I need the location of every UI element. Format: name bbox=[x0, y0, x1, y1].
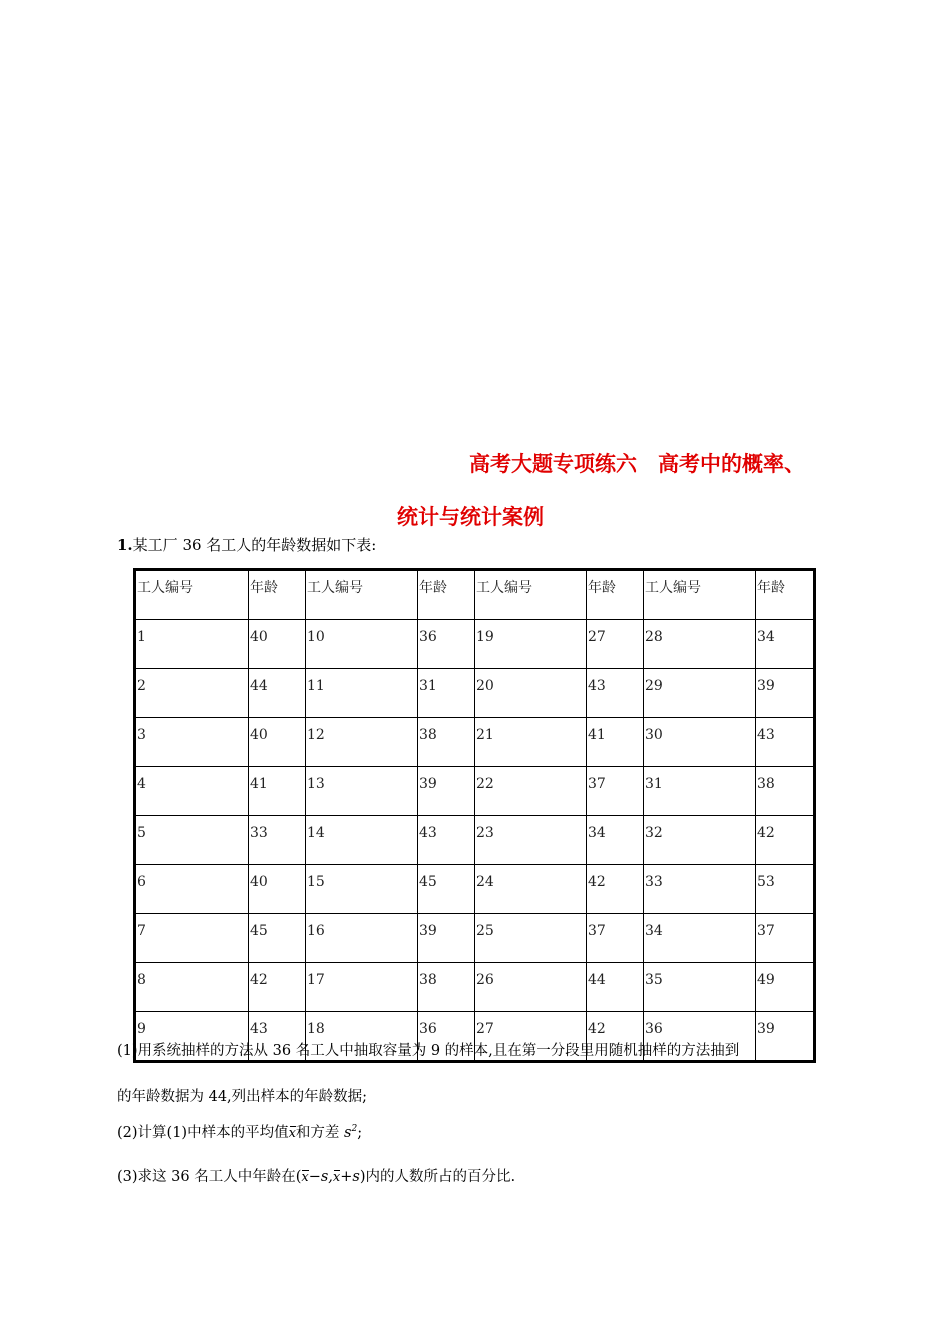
table-cell: 49 bbox=[756, 963, 815, 1012]
table-cell: 43 bbox=[587, 669, 644, 718]
table-cell: 30 bbox=[644, 718, 756, 767]
table-cell: 10 bbox=[306, 620, 418, 669]
question-2-prefix: (2)计算(1)中样本的平均值 bbox=[117, 1125, 289, 1141]
table-cell: 27 bbox=[587, 620, 644, 669]
table-cell: 35 bbox=[644, 963, 756, 1012]
table-cell: 3 bbox=[135, 718, 249, 767]
table-cell: 29 bbox=[644, 669, 756, 718]
question-3-suffix: )内的人数所占的百分比. bbox=[359, 1169, 516, 1185]
table-header-cell: 年龄 bbox=[418, 570, 475, 620]
title-line-2: 统计与统计案例 bbox=[397, 505, 544, 529]
table-header-cell: 工人编号 bbox=[644, 570, 756, 620]
table-cell: 24 bbox=[475, 865, 587, 914]
table-cell: 40 bbox=[249, 865, 306, 914]
title-line-1: 高考大题专项练六 高考中的概率、 bbox=[469, 452, 805, 476]
question-2-middle: 和方差 bbox=[295, 1125, 345, 1141]
problem-number: 1. bbox=[117, 536, 133, 554]
table-cell: 45 bbox=[418, 865, 475, 914]
table-row bbox=[135, 865, 815, 914]
table-cell: 1 bbox=[135, 620, 249, 669]
table-cell: 38 bbox=[418, 718, 475, 767]
table-cell: 33 bbox=[249, 816, 306, 865]
table-cell: 43 bbox=[756, 718, 815, 767]
question-1-line-1: (1)用系统抽样的方法从 36 名工人中抽取容量为 9 的样本,且在第一分段里用随机抽样的方法抽到 bbox=[117, 1043, 740, 1059]
table-cell: 36 bbox=[418, 1012, 475, 1062]
table-cell: 37 bbox=[756, 914, 815, 963]
mean-symbol-2: x bbox=[332, 1170, 341, 1185]
table-cell: 44 bbox=[249, 669, 306, 718]
table-cell: 9 bbox=[135, 1012, 249, 1062]
table-cell: 42 bbox=[587, 865, 644, 914]
mean-symbol: x bbox=[288, 1126, 296, 1141]
table-header-cell: 工人编号 bbox=[475, 570, 587, 620]
table-cell: 16 bbox=[306, 914, 418, 963]
variance-s: s bbox=[344, 1125, 352, 1141]
table-cell: 42 bbox=[587, 1012, 644, 1062]
table-cell: 18 bbox=[306, 1012, 418, 1062]
table-cell: 39 bbox=[418, 767, 475, 816]
plus-s: +s bbox=[340, 1169, 360, 1185]
table-cell: 25 bbox=[475, 914, 587, 963]
table-cell: 40 bbox=[249, 620, 306, 669]
table-cell: 37 bbox=[587, 914, 644, 963]
table-cell: 41 bbox=[587, 718, 644, 767]
table-row bbox=[135, 767, 815, 816]
age-data-table bbox=[133, 568, 816, 1063]
table-cell: 22 bbox=[475, 767, 587, 816]
problem-intro bbox=[117, 534, 376, 555]
table-cell: 39 bbox=[418, 914, 475, 963]
table-cell: 38 bbox=[756, 767, 815, 816]
table-cell: 12 bbox=[306, 718, 418, 767]
table-cell: 19 bbox=[475, 620, 587, 669]
table-cell: 31 bbox=[418, 669, 475, 718]
table-cell: 38 bbox=[418, 963, 475, 1012]
minus-s: −s, bbox=[308, 1169, 333, 1185]
table-cell: 43 bbox=[249, 1012, 306, 1062]
table-row bbox=[135, 718, 815, 767]
table-cell: 34 bbox=[587, 816, 644, 865]
table-cell: 4 bbox=[135, 767, 249, 816]
table-cell: 41 bbox=[249, 767, 306, 816]
table-row bbox=[135, 963, 815, 1012]
table-cell: 8 bbox=[135, 963, 249, 1012]
table-cell: 44 bbox=[587, 963, 644, 1012]
table-cell: 45 bbox=[249, 914, 306, 963]
question-2-suffix: ; bbox=[357, 1125, 363, 1141]
table-cell: 6 bbox=[135, 865, 249, 914]
table-cell: 37 bbox=[587, 767, 644, 816]
table-cell: 20 bbox=[475, 669, 587, 718]
table-cell: 21 bbox=[475, 718, 587, 767]
question-3-prefix: (3)求这 36 名工人中年龄在( bbox=[117, 1169, 302, 1185]
table-cell: 42 bbox=[249, 963, 306, 1012]
table-row bbox=[135, 669, 815, 718]
table-cell: 39 bbox=[756, 1012, 815, 1062]
table-header-cell: 年龄 bbox=[756, 570, 815, 620]
table-cell: 32 bbox=[644, 816, 756, 865]
table-cell: 15 bbox=[306, 865, 418, 914]
table-cell: 23 bbox=[475, 816, 587, 865]
table-cell: 27 bbox=[475, 1012, 587, 1062]
table-cell: 43 bbox=[418, 816, 475, 865]
table-cell: 26 bbox=[475, 963, 587, 1012]
table-cell: 11 bbox=[306, 669, 418, 718]
mean-symbol-1: x bbox=[301, 1170, 309, 1185]
table-header-cell: 工人编号 bbox=[306, 570, 418, 620]
table-header-cell: 工人编号 bbox=[135, 570, 249, 620]
table-cell: 34 bbox=[756, 620, 815, 669]
variance-symbol bbox=[344, 1125, 357, 1141]
table-cell: 33 bbox=[644, 865, 756, 914]
table-cell: 34 bbox=[644, 914, 756, 963]
table-cell: 36 bbox=[644, 1012, 756, 1062]
variance-exponent: 2 bbox=[351, 1124, 358, 1135]
question-3 bbox=[117, 1165, 515, 1186]
table-cell: 53 bbox=[756, 865, 815, 914]
table-header-row bbox=[135, 570, 815, 620]
table-cell: 39 bbox=[756, 669, 815, 718]
table-row bbox=[135, 816, 815, 865]
table-cell: 13 bbox=[306, 767, 418, 816]
problem-intro-text: 某工厂 36 名工人的年龄数据如下表: bbox=[132, 536, 377, 554]
table-cell: 14 bbox=[306, 816, 418, 865]
table-header-cell: 年龄 bbox=[587, 570, 644, 620]
table-cell: 2 bbox=[135, 669, 249, 718]
table-cell: 17 bbox=[306, 963, 418, 1012]
table-cell: 36 bbox=[418, 620, 475, 669]
table-cell: 7 bbox=[135, 914, 249, 963]
table-cell: 28 bbox=[644, 620, 756, 669]
table-cell: 5 bbox=[135, 816, 249, 865]
table-row bbox=[135, 620, 815, 669]
question-1-line-2: 的年龄数据为 44,列出样本的年龄数据; bbox=[117, 1089, 368, 1105]
table-cell: 31 bbox=[644, 767, 756, 816]
table-header-cell: 年龄 bbox=[249, 570, 306, 620]
table-cell: 42 bbox=[756, 816, 815, 865]
table-cell: 40 bbox=[249, 718, 306, 767]
question-2 bbox=[117, 1121, 362, 1142]
table-row bbox=[135, 914, 815, 963]
